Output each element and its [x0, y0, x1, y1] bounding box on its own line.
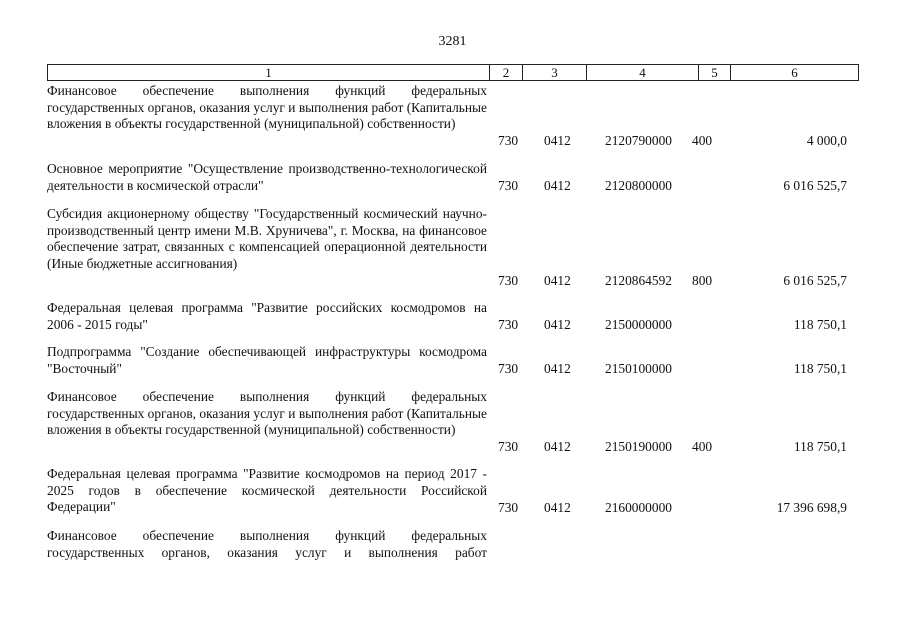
row-chapter: 730 [498, 439, 519, 454]
row-section: 0412 [544, 439, 571, 454]
row-section: 0412 [544, 500, 571, 515]
row-description: Финансовое обеспечение выполнения функций федеральных государственных органов, оказания услуг и выполнения работ (Капитальные вложения в объекты государственной (муниципальной) собственности) [47, 389, 487, 438]
header-col-2: 2 [490, 64, 523, 81]
row-target-article: 2150190000 [605, 439, 672, 454]
row-description: Подпрограмма "Создание обеспечивающей инфраструктуры космодрома "Восточный" [47, 344, 487, 376]
row-section: 0412 [544, 361, 571, 376]
row-section: 0412 [544, 317, 571, 332]
row-amount: 4 000,0 [806, 133, 847, 148]
row-description: Федеральная целевая программа "Развитие космодромов на период 2017 - 2025 годов в обеспечение космической деятельности Российской Федерации" [47, 466, 487, 515]
header-col-6: 6 [731, 64, 859, 81]
row-amount: 118 750,1 [793, 317, 847, 332]
row-section: 0412 [544, 133, 571, 148]
row-amount: 6 016 525,7 [783, 273, 847, 288]
row-chapter: 730 [498, 273, 519, 288]
header-col-3: 3 [523, 64, 587, 81]
row-target-article: 2120790000 [605, 133, 672, 148]
row-expense-type: 400 [692, 439, 713, 454]
header-col-5: 5 [699, 64, 731, 81]
row-description: Федеральная целевая программа "Развитие российских космодромов на 2006 - 2015 годы" [47, 300, 487, 332]
row-chapter: 730 [498, 133, 519, 148]
header-col-1: 1 [47, 64, 490, 81]
row-amount: 6 016 525,7 [783, 178, 847, 193]
row-chapter: 730 [498, 500, 519, 515]
row-target-article: 2150100000 [605, 361, 672, 376]
row-section: 0412 [544, 178, 571, 193]
row-description: Финансовое обеспечение выполнения функций федеральных государственных органов, оказания услуг и выполнения работ (Капитальные вложения в объекты государственной (муниципальной) собственности) [47, 83, 487, 132]
row-chapter: 730 [498, 178, 519, 193]
row-target-article: 2150000000 [605, 317, 672, 332]
table-header [47, 64, 859, 81]
row-chapter: 730 [498, 361, 519, 376]
row-target-article: 2120800000 [605, 178, 672, 193]
row-section: 0412 [544, 273, 571, 288]
page-number: 3281 [438, 34, 467, 49]
row-amount: 118 750,1 [793, 361, 847, 376]
row-target-article: 2120864592 [605, 273, 672, 288]
row-expense-type: 400 [692, 133, 713, 148]
row-amount: 118 750,1 [793, 439, 847, 454]
row-description: Основное мероприятие "Осуществление производственно-технологической деятельности в космической отрасли" [47, 161, 487, 193]
row-description: Финансовое обеспечение выполнения функций федеральных государственных органов, оказания услуг и выполнения работ [47, 528, 487, 560]
row-amount: 17 396 698,9 [776, 500, 847, 515]
row-description: Субсидия акционерному обществу "Государственный космический научно-производственный центр имени М.В. Хруничева", г. Москва, на финансовое обеспечение затрат, связанных с компенсацией операционной деятельности (Иные бюджетные ассигнования) [47, 206, 487, 271]
header-col-4: 4 [587, 64, 699, 81]
row-chapter: 730 [498, 317, 519, 332]
row-expense-type: 800 [692, 273, 713, 288]
row-target-article: 2160000000 [605, 500, 672, 515]
